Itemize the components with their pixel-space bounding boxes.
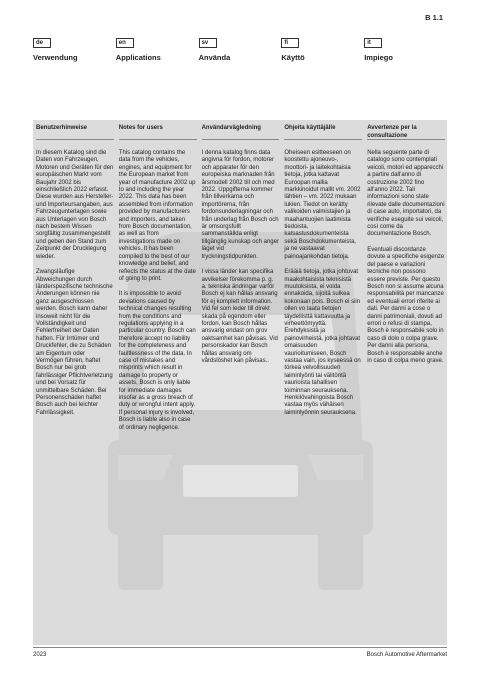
column-heading: Användarvägledning (202, 120, 280, 140)
language-code-box: fi (281, 38, 299, 48)
paragraph: Nella seguente parte di catalogo sono contemplati veicoli, motori ed apparecchi a partire dall'anno di costruzione 2002 fino all'anno 2022. Tali informazioni sono state rilevate dalle documentazioni di case auto, importatori, da verifiche eseguite sui veicoli, così come da documentazione Bosch. (367, 150, 445, 238)
footer-company: Bosch Automotive Aftermarket (366, 652, 447, 658)
column-heading: Avvertenze per la consultazione (367, 120, 445, 140)
paragraph: It is impossible to avoid deviations caused by technical changes resulting from the conditions and regulations applying in a particular country. Bosch can therefore accept no liability for the completeness and faultlessness of the data. In case of mistakes and misprints which result in damage to property or assets, Bosch is only liable for immediate damages insofar as a gross breach of duty or wrongful intent apply. If personal injury is involved, Bosch is liable also in case of ordinary negligence. (118, 291, 196, 431)
column-en (116, 120, 197, 440)
paragraph: I vissa länder kan specifika avvikelser förekomma p. g. a. tekniska ändringar varför Bosch ej kan hållas ansvarig för ej komplett information. Vid fel som leder till direkt skada på egendom eller fordon, kan Bosch hållas ansvarig endast om grov oaktsamhet kan påvisas. Vid personskador kan Bosch hållas ansvarig om vårdslöshet kan påvisas.. (201, 269, 278, 364)
language-code-box: en (116, 38, 134, 48)
paragraph: Eventuali discordanze dovute a specifiche esigenze del paese e variazioni tecniche non possono essere previste. Per questo Bosch non si assume alcuna responsabilità per mancanze ed eventuali errori riferite ai dati. Per danni a cose o danni patrimoniali, dovuti ad errori o refusi di stampa, Bosch è responsabile solo in caso di dolo o colpa grave. Per danni alla persona, Bosch è responsabile anche in caso di colpa meno grave. (367, 246, 445, 364)
language-header-row (33, 31, 447, 62)
paragraph: Zwangsläufige Abweichungen durch länderspezifische technische Änderungen können nie ganz ausgeschlossen werden. Bosch kann daher insoweit nicht für die Vollständigkeit und Fehlerfreiheit der Daten haften. Für Irrtümer und Druckfehler, die zu Schäden am Eigentum oder Vermögen führen, haftet Bosch nur bei grob fahrlässiger Pflichtverletzung und bei Vorsatz für unmittelbare Schäden. Bei Personenschäden haftet Bosch auch bei leichter Fahrlässigkeit. (36, 269, 113, 416)
language-label: Verwendung (33, 53, 78, 62)
language-sv (199, 31, 282, 62)
paragraph: In diesem Katalog sind die Daten von Fahrzeugen, Motoren und Geräten für den europäischen Markt vom Baujahr 2002 bis einschließlich 2022 erfasst. Diese wurden aus Hersteller- und Importeursangaben, aus Fahrzeugunterlagen sowie aus Unterlagen von Bosch nach bestem Wissen sorgfältig zusammengestellt und geben den Stand zum Zeitpunkt der Drucklegung wieder. (36, 150, 114, 260)
column-heading: Benutzerhinweise (36, 120, 114, 140)
page-code: B 1.1 (425, 13, 443, 22)
language-en (116, 31, 199, 62)
language-label: Impiego (364, 53, 393, 62)
language-label: Använda (198, 53, 231, 62)
column-it (364, 120, 445, 440)
language-label: Applications (115, 53, 161, 62)
language-fi (281, 31, 364, 62)
language-label: Käyttö (281, 53, 305, 62)
paragraph: I denna katalog finns data angivna för fordon, motorer och apparater för den europeiska marknaden från årsmodell 2002 till och med 2022. Uppgifterna kommer från tillverkarna och importörerna, från fordonsunderlagningar och från underlag från Bosch och är omsorgsfullt sammanställda enligt tillgänglig kunskap och anger läget vid tryckningstidpunkten. (201, 150, 279, 260)
column-heading: Notes for users (119, 120, 197, 140)
column-fi (281, 120, 362, 440)
language-de (33, 31, 116, 62)
paragraph: Oheiseen esitteeseen on koostettu ajoneuvo-, moottori- ja laitekohtaisia tietoja, jotka kattavat Euroopan mallia markkinoidut mallit vm. 2002 lähtien – vm. 2022 mukaan lukien. Tiedot on kerätty valikoiden valmistajien ja maahantuojien laatimista tiedoista, katsastusdokumenteista sekä Boschdokumenteista, ja ne vastaavat painoajankohdan tietoja. (284, 150, 361, 260)
paragraph: This catalog contains the data from the vehicles, engines, and equipment for the European market from year of manufacture 2002 up to and including the year 2022. This data has been assembled from information provided by manufacturers and importers, and taken from Bosch documentation, as well as from investigations made on vehicles. It has been compiled to the best of our knowledge and belief, and reflects the status at the date of going to print. (118, 150, 196, 282)
footer-divider (33, 647, 447, 648)
language-code-box: it (364, 38, 382, 48)
text-columns (33, 120, 447, 440)
language-code-box: sv (199, 38, 217, 48)
language-it (364, 31, 447, 62)
footer-year: 2023 (33, 652, 47, 658)
paragraph: Erääiä tietoja, jotka johtuvat maakohtaisista teknisistä muutoksista, ei voida ennakoida, sijoitä sulkea kokonaan pois. Bosch ei siin ollen vo taata tietojen täydellisttä kattavuutta ja virheettömyyttä. Erehdyksistä ja painovirheistä, jotka johtavat omaisuuden vaurioitumiseen, Bosch vastaa vain, jos kyseessä on törkeä velvollisuuden laiminlyönti tai välitöntä vaurioista tahallisen toiminnan seurauksena. Henkilövahingoista Bosch vastaa myös vähäisen laiminlyönnin seurauksena. (284, 269, 361, 416)
language-code-box: de (33, 38, 51, 48)
column-sv (199, 120, 280, 440)
column-heading: Ohjeita käyttäjälle (284, 120, 362, 140)
column-de (33, 120, 114, 440)
